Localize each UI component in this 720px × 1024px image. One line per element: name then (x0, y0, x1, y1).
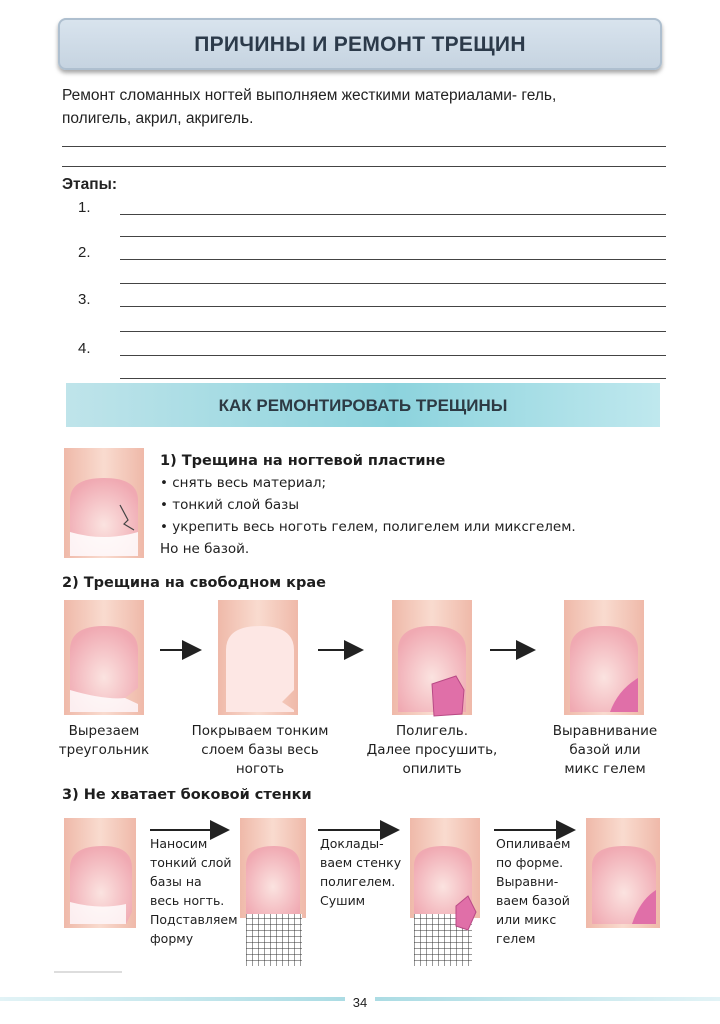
finger-illustration (64, 818, 136, 928)
page-title: ПРИЧИНЫ И РЕМОНТ ТРЕЩИН (194, 33, 526, 56)
case1-bullet: • тонкий слой базы (160, 497, 300, 513)
stage-number: 4. (78, 340, 91, 357)
case2-heading: 2) Трещина на свободном крае (62, 575, 327, 591)
case2-caption: Полигель. Далее просушить, опилить (366, 723, 498, 777)
finger-illustration (240, 818, 306, 966)
stage-number: 3. (78, 291, 91, 308)
case2-caption: Выравнивание базой или микс гелем (552, 723, 658, 777)
case1-heading: 1) Трещина на ногтевой пластине (160, 453, 446, 469)
finger-illustration (564, 600, 644, 715)
page-number: 34 (345, 995, 375, 1010)
case1-bullet: • укрепить весь ноготь гелем, полигелем или миксгелем. (160, 519, 576, 535)
case2-caption: Покрываем тонким слоем базы весь ноготь (191, 723, 329, 777)
finger-illustration (218, 600, 298, 715)
intro-line-2: полигель, акрил, акригель. (62, 110, 254, 127)
stages-label: Этапы: (62, 176, 117, 193)
section-title: КАК РЕМОНТИРОВАТЬ ТРЕЩИНЫ (218, 396, 508, 415)
finger-illustration (410, 818, 480, 966)
case3-step: Доклады- ваем стенку полигелем. Сушим (320, 836, 402, 908)
case3-step: Опиливаем по форме. Выравни- ваем базой или микс гелем (496, 836, 571, 946)
stage-number: 1. (78, 199, 91, 216)
finger-illustration (392, 600, 472, 716)
stage-number: 2. (78, 244, 91, 261)
case1-note: Но не базой. (160, 541, 250, 557)
intro-line-1: Ремонт сломанных ногтей выполняем жесткими материалами- гель, (62, 87, 557, 104)
finger-illustration (64, 600, 144, 715)
finger-illustration (64, 448, 144, 558)
case1-bullet: • снять весь материал; (160, 475, 327, 491)
case3-step: Наносим тонкий слой базы на весь ногть. Подставляем форму (150, 836, 238, 946)
finger-illustration (586, 818, 660, 928)
case2-caption: Вырезаем треугольник (58, 723, 150, 758)
case3-heading: 3) Не хватает боковой стенки (62, 787, 312, 803)
